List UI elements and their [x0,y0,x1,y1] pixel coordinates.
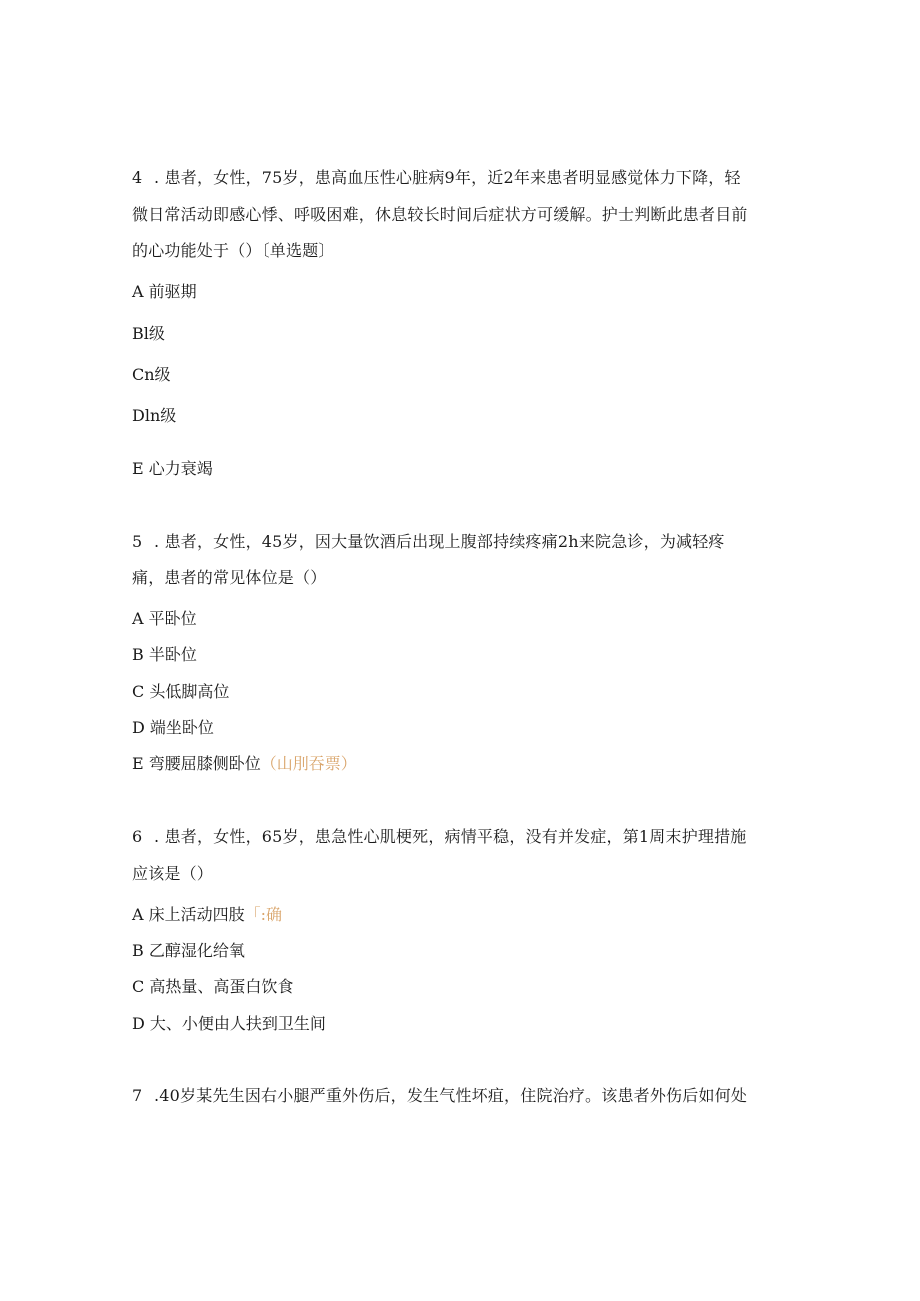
question-6-option-a: A 床上活动四肢「:确 [132,905,283,924]
question-7-line-1: 7 .40岁某先生因右小腿严重外伤后，发生气性坏疽，住院治疗。该患者外伤后如何处 [132,1086,748,1105]
question-6-option-c: C 高热量、高蛋白饮食 [132,977,294,996]
question-4-option-a: A 前驱期 [132,282,197,301]
question-5-option-b: B 半卧位 [132,645,197,664]
question-4-option-d: Dln级 [132,406,177,425]
question-5-option-a: A 平卧位 [132,609,197,628]
question-5-number: 5 [132,532,143,551]
question-6-option-d: D 大、小便由人扶到卫生间 [132,1014,326,1033]
question-5-line-1: 5 . 患者，女性，45岁，因大量饮酒后出现上腹部持续疼痛2h来院急诊，为减轻疼 [132,532,725,551]
question-7-number: 7 [132,1086,143,1105]
question-5-line-2: 痛，患者的常见体位是（） [132,568,327,587]
question-5-option-d: D 端坐卧位 [132,718,214,737]
question-5-option-e-annotation: （山刖吞票） [260,754,357,773]
question-4-option-b: Bl级 [132,324,165,343]
question-5-option-e: E 弯腰屈膝侧卧位（山刖吞票） [132,754,357,773]
question-4-line-3: 的心功能处于（）〔单选题〕 [132,241,335,260]
question-6-line-1: 6 . 患者，女性，65岁，患急性心肌梗死，病情平稳，没有并发症，第1周末护理措施 [132,827,747,846]
question-4-line-2: 微日常活动即感心悸、呼吸困难，休息较长时间后症状方可缓解。护士判断此患者目前 [132,205,748,224]
question-6-option-b: B 乙醇湿化给氧 [132,941,245,960]
question-6-line-2: 应该是（） [132,864,214,883]
question-4-line-1: 4 . 患者，女性，75岁，患高血压性心脏病9年，近2年来患者明显感觉体力下降，轻 [132,168,741,187]
question-6-option-a-annotation: 「:确 [244,905,283,924]
question-4-option-c: Cn级 [132,365,171,384]
question-4-option-e: E 心力衰竭 [132,459,213,478]
question-6-number: 6 [132,827,143,846]
question-5-option-c: C 头低脚高位 [132,682,230,701]
question-4-number: 4 [132,168,143,187]
